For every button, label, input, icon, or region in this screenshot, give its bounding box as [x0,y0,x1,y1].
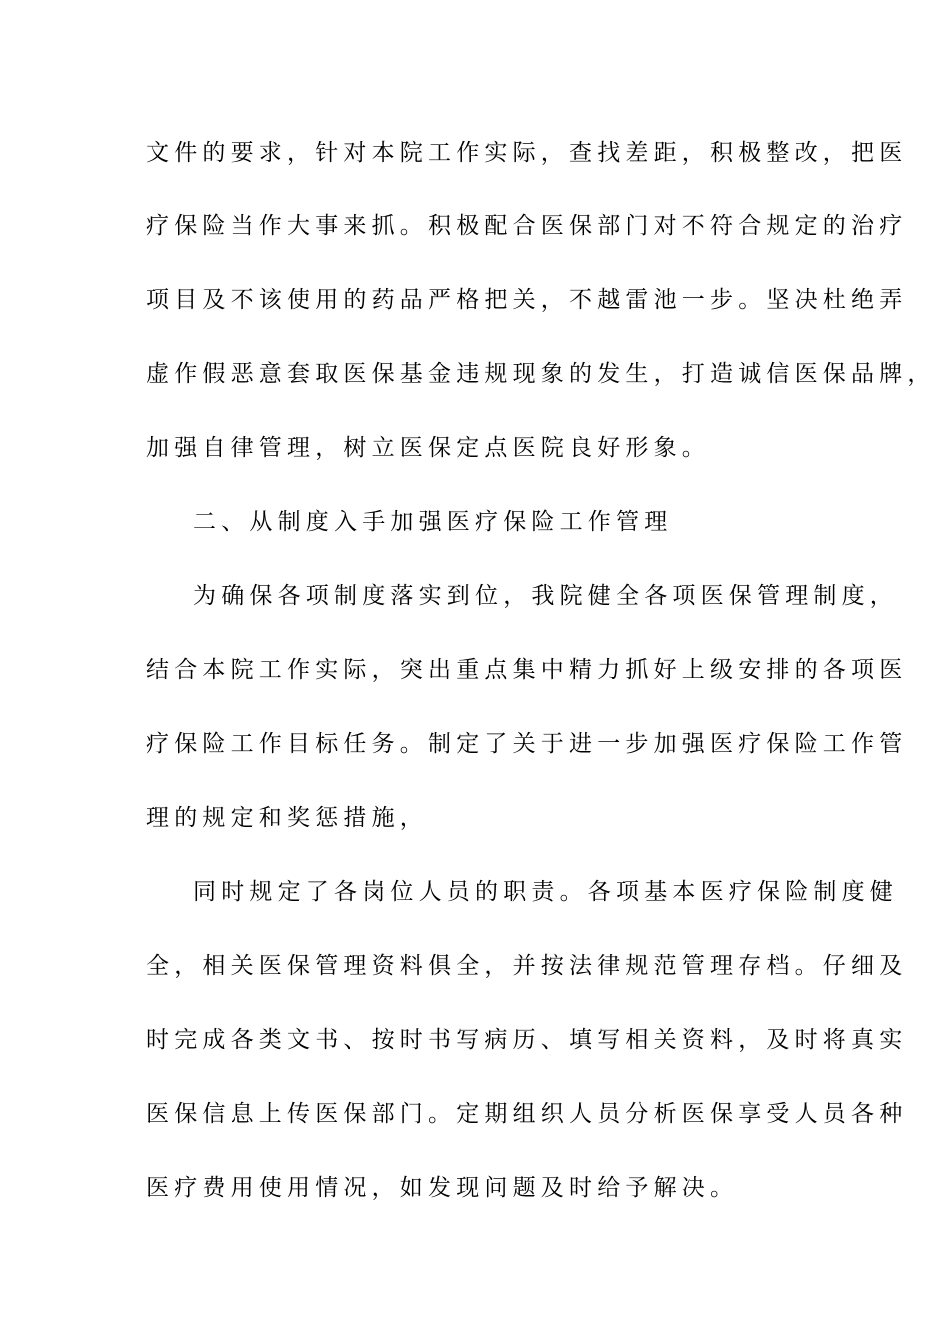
section-heading: 二、从制度入手加强医疗保险工作管理 [193,509,673,535]
text-line: 时完成各类文书、按时书写病历、填写相关资料，及时将真实 [146,1027,908,1053]
text-line: 医保信息上传医保部门。定期组织人员分析医保享受人员各种 [146,1101,908,1127]
text-line: 全，相关医保管理资料俱全，并按法律规范管理存档。仔细及 [146,953,908,979]
text-line: 加强自律管理，树立医保定点医院良好形象。 [146,435,710,461]
text-line: 项目及不该使用的药品严格把关，不越雷池一步。坚决杜绝弄 [146,287,908,313]
text-line: 同时规定了各岗位人员的职责。各项基本医疗保险制度健 [193,879,898,905]
text-line: 理的规定和奖惩措施， [146,805,428,831]
text-line: 为确保各项制度落实到位，我院健全各项医保管理制度， [193,583,898,609]
text-line: 虚作假恶意套取医保基金违规现象的发生，打造诚信医保品牌， [146,361,936,387]
text-line: 结合本院工作实际，突出重点集中精力抓好上级安排的各项医 [146,657,908,683]
text-line: 疗保险当作大事来抓。积极配合医保部门对不符合规定的治疗 [146,213,908,239]
text-line: 医疗费用使用情况，如发现问题及时给予解决。 [146,1175,739,1201]
text-line: 文件的要求，针对本院工作实际，查找差距，积极整改，把医 [146,140,908,166]
text-line: 疗保险工作目标任务。制定了关于进一步加强医疗保险工作管 [146,731,908,757]
